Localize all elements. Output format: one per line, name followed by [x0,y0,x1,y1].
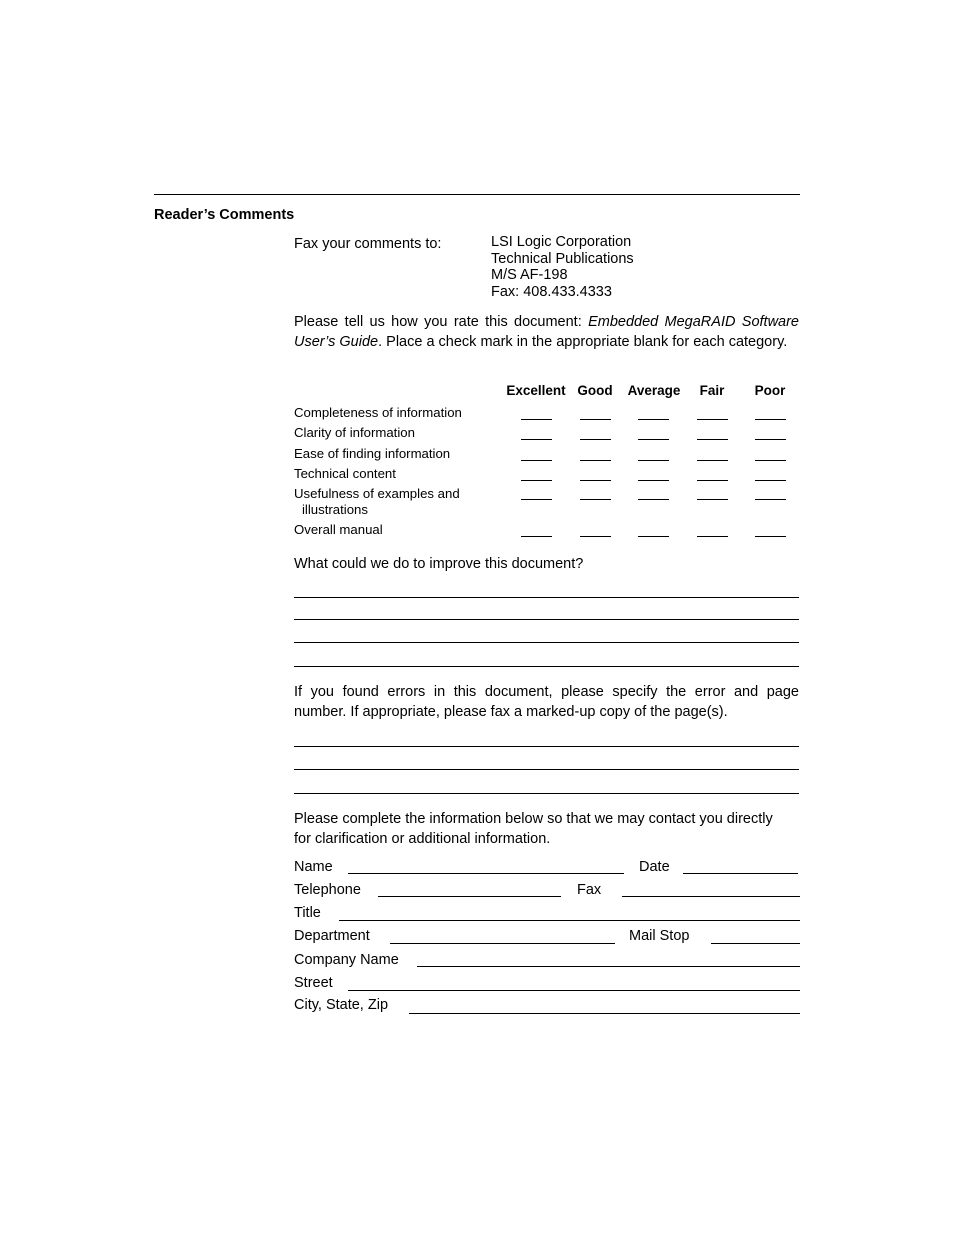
column-header-poor: Poor [754,383,786,398]
rating-blank[interactable] [580,480,611,481]
rating-blank[interactable] [580,419,611,420]
title-label: Title [294,905,321,921]
writing-line[interactable] [294,769,799,770]
address-line: M/S AF-198 [491,267,568,283]
rating-blank[interactable] [580,536,611,537]
mail-stop-label: Mail Stop [629,928,690,944]
street-field[interactable] [348,990,800,991]
intro-text-after: . Place a check mark in the appropriate blank for each category. [378,334,788,350]
rating-blank[interactable] [521,419,552,420]
rating-blank[interactable] [580,499,611,500]
intro-paragraph [294,312,799,352]
writing-line[interactable] [294,619,799,620]
category-label: Usefulness of examples and [294,486,460,501]
top-rule [154,194,800,195]
city-state-zip-field[interactable] [409,1013,800,1014]
rating-blank[interactable] [521,460,552,461]
street-label: Street [294,975,333,991]
company-name-field[interactable] [417,966,800,967]
rating-blank[interactable] [580,439,611,440]
category-label-continued: illustrations [302,502,368,517]
category-label: Completeness of information [294,405,462,420]
column-header-good: Good [577,383,613,398]
department-label: Department [294,928,370,944]
column-header-excellent: Excellent [506,383,566,398]
rating-blank[interactable] [697,499,728,500]
column-header-average: Average [627,383,681,398]
writing-line[interactable] [294,666,799,667]
rating-blank[interactable] [697,460,728,461]
address-line: Technical Publications [491,250,634,267]
rating-blank[interactable] [638,480,669,481]
fax-field[interactable] [622,896,800,897]
telephone-label: Telephone [294,882,361,898]
fax-label: Fax your comments to: [294,236,442,252]
department-field[interactable] [390,943,615,944]
rating-blank[interactable] [521,439,552,440]
column-header-fair: Fair [699,383,725,398]
address-line: Fax: 408.433.4333 [491,283,612,300]
writing-line[interactable] [294,597,799,598]
rating-blank[interactable] [638,499,669,500]
writing-line[interactable] [294,746,799,747]
fax-address [491,234,634,300]
category-label: Overall manual [294,522,383,537]
rating-blank[interactable] [755,419,786,420]
mail-stop-field[interactable] [711,943,800,944]
date-field[interactable] [683,873,798,874]
rating-blank[interactable] [638,536,669,537]
rating-blank[interactable] [755,480,786,481]
category-label: Ease of finding information [294,446,451,461]
rating-blank[interactable] [755,536,786,537]
name-field[interactable] [348,873,624,874]
rating-blank[interactable] [521,480,552,481]
title-field[interactable] [339,920,800,921]
writing-line[interactable] [294,642,799,643]
section-title: Reader’s Comments [154,207,295,223]
rating-blank[interactable] [755,499,786,500]
rating-blank[interactable] [755,460,786,461]
improve-question: What could we do to improve this document? [294,556,584,572]
errors-question: If you found errors in this document, please specify the error and page number. If appropriate, please fax a marked-up copy of the page(s). [294,684,799,720]
contact-intro: Please complete the information below so that we may contact you directly for clarification or additional information. [294,811,773,847]
telephone-field[interactable] [378,896,561,897]
rating-blank[interactable] [697,536,728,537]
rating-blank[interactable] [638,439,669,440]
document-title: Embedded MegaRAID Software User’s Guide [294,314,799,350]
fax-field-label: Fax [577,882,602,898]
date-label: Date [639,859,670,875]
rating-blank[interactable] [697,439,728,440]
rating-blank[interactable] [521,536,552,537]
rating-blank[interactable] [638,419,669,420]
address-line: LSI Logic Corporation [491,234,632,250]
city-state-zip-label: City, State, Zip [294,997,389,1013]
writing-line[interactable] [294,793,799,794]
rating-blank[interactable] [521,499,552,500]
category-label: Clarity of information [294,425,415,440]
rating-blank[interactable] [755,439,786,440]
rating-blank[interactable] [697,419,728,420]
intro-text-before: Please tell us how you rate this document: [294,314,589,330]
rating-blank[interactable] [697,480,728,481]
rating-blank[interactable] [638,460,669,461]
name-label: Name [294,859,333,875]
company-name-label: Company Name [294,952,399,968]
category-label: Technical content [294,466,396,481]
rating-blank[interactable] [580,460,611,461]
